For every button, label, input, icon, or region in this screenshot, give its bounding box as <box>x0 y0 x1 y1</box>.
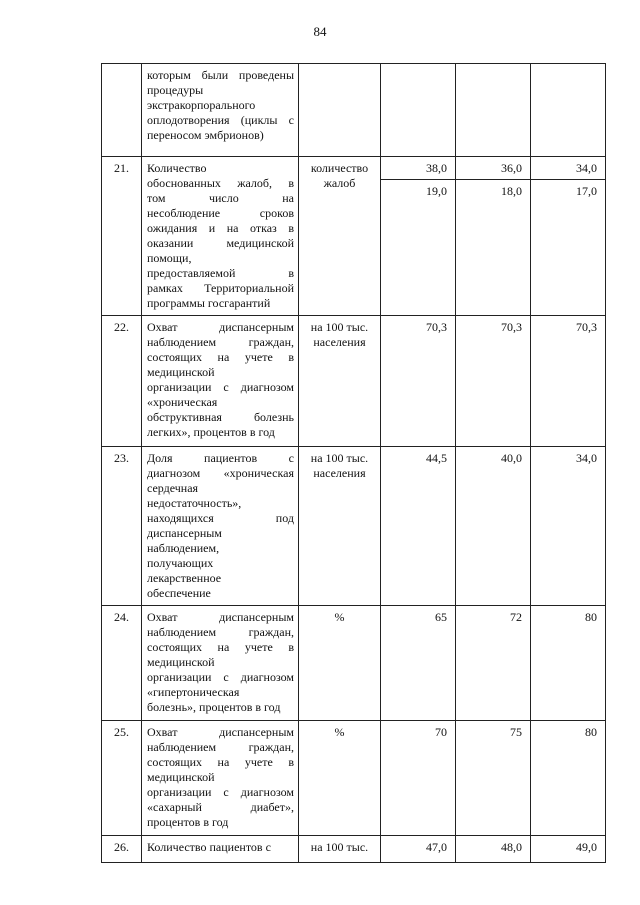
indicator-name-line: медицинской <box>147 770 215 784</box>
row-number: 21. <box>102 157 142 316</box>
unit-of-measure: на 100 тыс. населения <box>299 447 381 606</box>
value-cell: 47,0 <box>381 836 456 863</box>
indicator-name-line: оказании медицинской <box>147 236 294 250</box>
indicator-name-line: Охват диспансерным <box>147 725 294 739</box>
indicator-name-line: рамках Территориальной <box>147 281 294 295</box>
unit-of-measure <box>299 64 381 157</box>
value-cell: 70 <box>381 721 456 836</box>
indicator-name-line: «сахарный диабет», <box>147 800 294 814</box>
indicator-name-line: Охват диспансерным <box>147 610 294 624</box>
indicator-name-line: состоящих на учете в <box>147 350 294 364</box>
row-number: 23. <box>102 447 142 606</box>
indicator-name <box>142 606 299 721</box>
unit-of-measure: на 100 тыс. населения <box>299 316 381 447</box>
indicator-name-line: наблюдением граждан, <box>147 625 294 639</box>
indicator-name <box>142 721 299 836</box>
indicator-name-line: организации с диагнозом <box>147 380 294 394</box>
table-row <box>102 157 606 316</box>
indicator-name-line: диагнозом «хроническая <box>147 466 294 480</box>
indicator-name-line: экстракорпорального <box>147 98 256 112</box>
row-number: 25. <box>102 721 142 836</box>
indicator-name-line: Количество <box>147 161 207 175</box>
value-cell: 48,0 <box>456 836 531 863</box>
indicator-name-line: легких», процентов в год <box>147 425 275 439</box>
page-number: 84 <box>313 24 327 39</box>
indicator-name-line: получающих <box>147 556 214 570</box>
indicator-name-line: процентов в год <box>147 815 229 829</box>
unit-of-measure: на 100 тыс. <box>299 836 381 863</box>
row-number <box>102 64 142 157</box>
indicator-name-line: «хроническая <box>147 395 218 409</box>
indicator-name-line: «гипертоническая <box>147 685 240 699</box>
value-cell-split <box>381 157 456 316</box>
indicator-name-line: организации с диагнозом <box>147 785 294 799</box>
indicator-name-line: лекарственное <box>147 571 222 585</box>
indicator-name-line: организации с диагнозом <box>147 670 294 684</box>
indicator-name-line: которым были проведены <box>147 68 294 82</box>
value-bottom: 17,0 <box>576 184 597 198</box>
table-row <box>102 721 606 836</box>
indicator-name-line: том число на <box>147 191 294 205</box>
indicator-name-line: болезнь», процентов в год <box>147 700 281 714</box>
value-cell-split <box>456 157 531 316</box>
value-cell <box>456 64 531 157</box>
indicator-name-line: недостаточность», <box>147 496 242 510</box>
indicator-name-line: наблюдением, <box>147 541 220 555</box>
value-cell-split <box>531 157 606 316</box>
value-cell: 40,0 <box>456 447 531 606</box>
indicator-name-line: помощи, <box>147 251 192 265</box>
value-bottom: 18,0 <box>501 184 522 198</box>
table-row <box>102 606 606 721</box>
indicators-table <box>101 63 606 863</box>
unit-of-measure: количество жалоб <box>299 157 381 316</box>
value-cell <box>531 64 606 157</box>
indicator-name-line: предоставляемой в <box>147 266 294 280</box>
indicator-name-line: сердечная <box>147 481 199 495</box>
row-number: 26. <box>102 836 142 863</box>
value-cell: 65 <box>381 606 456 721</box>
indicator-name-line: Охват диспансерным <box>147 320 294 334</box>
value-top: 34,0 <box>531 157 605 180</box>
row-number: 22. <box>102 316 142 447</box>
indicator-name-line: состоящих на учете в <box>147 755 294 769</box>
value-cell: 72 <box>456 606 531 721</box>
indicator-name-line: находящихся под <box>147 511 294 525</box>
indicator-name-line: переносом эмбрионов) <box>147 128 264 142</box>
indicator-name-line: наблюдением граждан, <box>147 335 294 349</box>
indicator-name <box>142 157 299 316</box>
value-cell <box>381 64 456 157</box>
value-cell: 44,5 <box>381 447 456 606</box>
table-row <box>102 316 606 447</box>
value-cell: 34,0 <box>531 447 606 606</box>
indicator-name-line: обеспечение <box>147 586 211 600</box>
value-cell: 70,3 <box>531 316 606 447</box>
indicator-name-line: оплодотворения (циклы с <box>147 113 294 127</box>
value-cell: 80 <box>531 606 606 721</box>
indicator-name-line: обоснованных жалоб, в <box>147 176 294 190</box>
value-cell: 75 <box>456 721 531 836</box>
indicator-name-line: несоблюдение сроков <box>147 206 294 220</box>
unit-of-measure: % <box>299 721 381 836</box>
value-cell: 70,3 <box>456 316 531 447</box>
indicator-name-line: медицинской <box>147 365 215 379</box>
indicator-name-line: диспансерным <box>147 526 222 540</box>
value-cell: 49,0 <box>531 836 606 863</box>
indicator-name <box>142 316 299 447</box>
value-bottom: 19,0 <box>426 184 447 198</box>
indicator-name-line: медицинской <box>147 655 215 669</box>
indicator-name-line: обструктивная болезнь <box>147 410 294 424</box>
table-row <box>102 64 606 157</box>
value-top: 36,0 <box>456 157 530 180</box>
value-top: 38,0 <box>381 157 455 180</box>
indicator-name-line: Доля пациентов с <box>147 451 294 465</box>
table-row <box>102 447 606 606</box>
indicator-name-line: Количество пациентов с <box>147 840 271 854</box>
value-cell: 70,3 <box>381 316 456 447</box>
indicator-name-line: состоящих на учете в <box>147 640 294 654</box>
indicator-name <box>142 447 299 606</box>
table-row <box>102 836 606 863</box>
unit-of-measure: % <box>299 606 381 721</box>
value-cell: 80 <box>531 721 606 836</box>
indicator-name-line: процедуры <box>147 83 204 97</box>
indicator-name-line: наблюдением граждан, <box>147 740 294 754</box>
indicator-name <box>142 836 299 863</box>
row-number: 24. <box>102 606 142 721</box>
indicator-name-line: программы госгарантий <box>147 296 271 310</box>
indicator-name <box>142 64 299 157</box>
indicator-name-line: ожидания и на отказ в <box>147 221 294 235</box>
